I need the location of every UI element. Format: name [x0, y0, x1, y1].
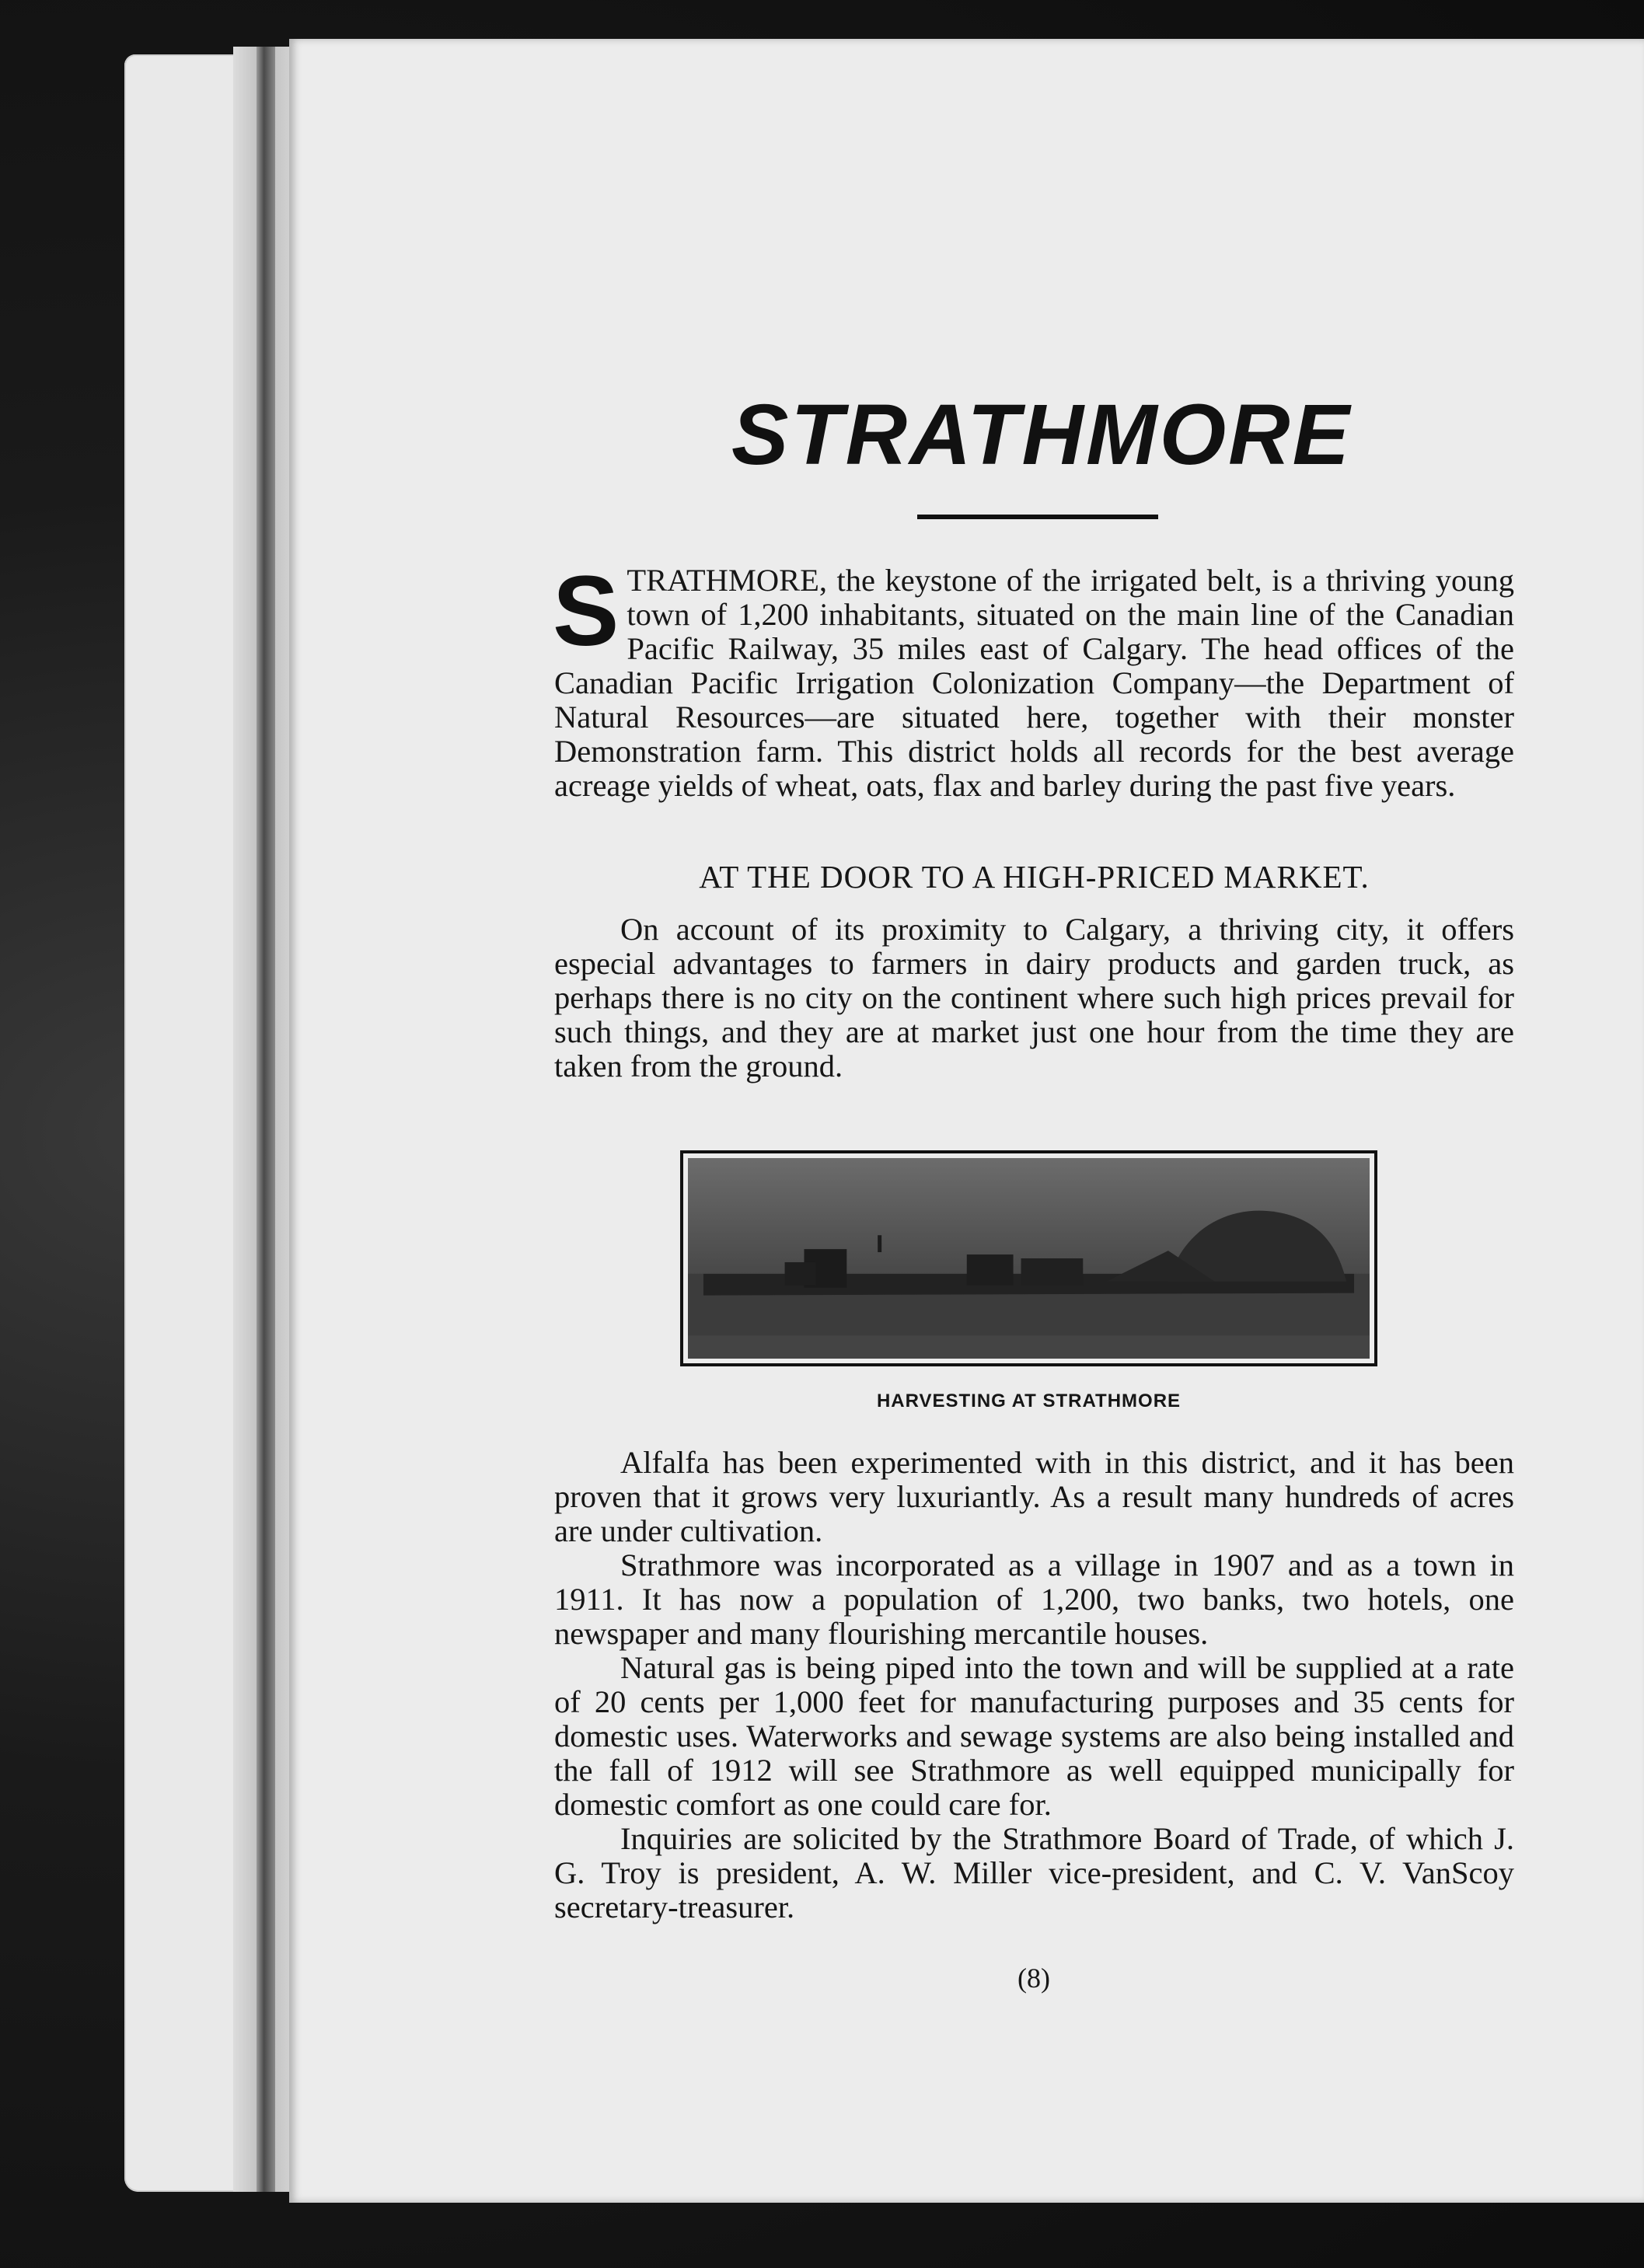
intro-text: TRATHMORE, the keystone of the irrigated belt, is a thriving young town of 1,200 inhabitants, situated on the main line of the Canadian Pacific Railway, 35 miles east of Calgary. The head offices of the Canadian Pacific Irrigation Colonization Company—the Department of Natural Resources—are situated here, together with their monster Demonstration farm. This district holds all records for the best average acreage yields of wheat, oats, flax and barley during the past five years. [554, 563, 1514, 803]
paragraph-natural-gas: Natural gas is being piped into the town and will be supplied at a rate of 20 cents per 1,000 feet for manufacturing purposes and 35 cents for domestic uses. Waterworks and sewage systems are also being installed and the fall of 1912 will see Strathmore as well equipped municipally for domestic comfort as one could care for. [554, 1650, 1514, 1822]
page-gutter [257, 47, 275, 2192]
paragraph-inquiries: Inquiries are solicited by the Strathmore Board of Trade, of which J. G. Troy is president, A. W. Miller vice-president, and C. V. VanScoy secretary-treasurer. [554, 1821, 1514, 1924]
photo-caption: HARVESTING AT STRATHMORE [876, 1390, 1182, 1411]
paragraph-alfalfa: Alfalfa has been experimented with in this district, and it has been proven that it grows very luxuriantly. As a result many hundreds of acres are under cultivation. [554, 1445, 1514, 1548]
drop-cap: S [553, 556, 620, 667]
paragraph-incorporation: Strathmore was incorporated as a village in 1907 and as a town in 1911. It has now a population of 1,200, two banks, two hotels, one newspaper and many flourishing mercantile houses. [554, 1547, 1514, 1651]
page-title: STRATHMORE [731, 387, 1352, 483]
harvest-photo-image [688, 1158, 1370, 1359]
market-paragraph: On account of its proximity to Calgary, a thriving city, it offers especial advantages to farmers in dairy products and garden truck, as perhaps there is no city on the continent where such high prices prevail for such things, and they are at market just one hour from the time they are taken from the ground. [554, 912, 1514, 1083]
body-paragraphs [554, 1446, 1514, 1924]
title-rule [917, 515, 1158, 519]
market-paragraph-block [554, 912, 1514, 1083]
harvest-photo [680, 1150, 1377, 1366]
intro-paragraph [553, 556, 1514, 803]
page-number: (8) [1017, 1963, 1050, 1994]
section-heading: AT THE DOOR TO A HIGH-PRICED MARKET. [699, 859, 1370, 895]
